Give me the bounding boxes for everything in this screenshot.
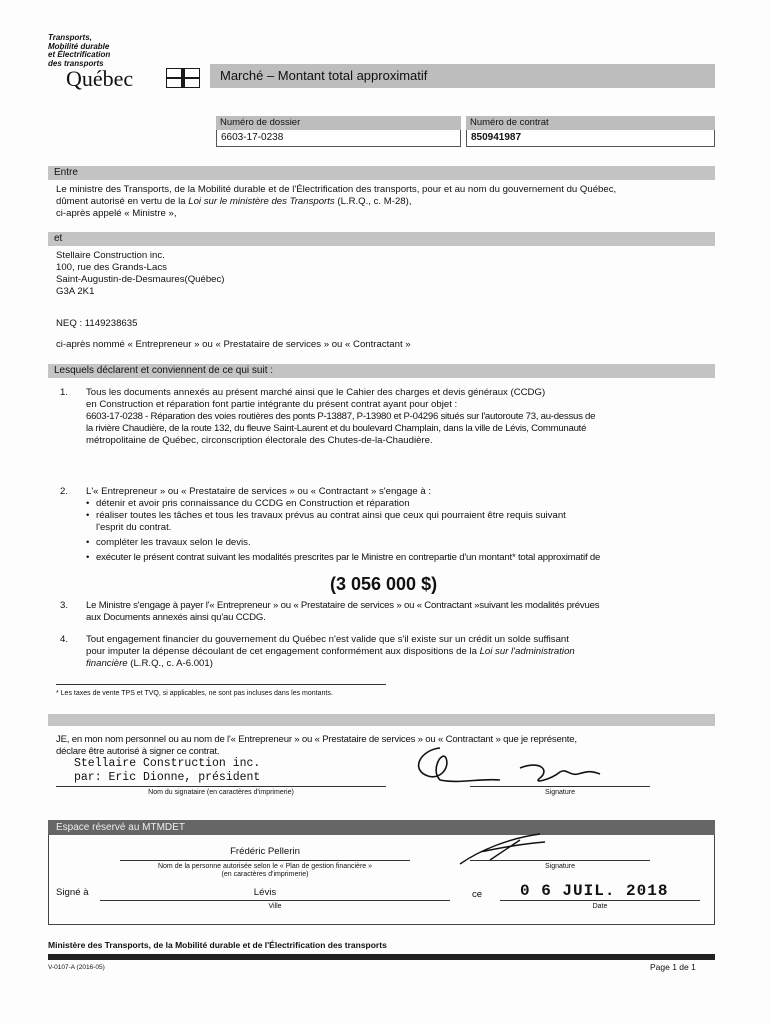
contractor-signature-icon [400,740,620,790]
authorized-person: Frédéric Pellerin [230,846,300,857]
bullet-icon: • [86,510,90,521]
neq-number: NEQ : 1149238635 [56,318,138,329]
item-line: Tous les documents annexés au présent marché ainsi que le Cahier des charges et devis généraux (CCDG) [86,387,546,398]
date-caption: Date [592,903,608,910]
item-3 [86,600,718,624]
text: dûment autorisé en vertu de la [56,196,189,207]
text: pour imputer la dépense découlant de cet engagement conformément aux dispositions de la [86,646,480,657]
signature-caption: Signature [545,789,575,796]
signed-city: Lévis [253,887,277,898]
item-number: 4. [60,634,69,645]
contrat-value: 850941987 [466,130,715,147]
quebec-wordmark: Québec [66,66,134,91]
postal-code: G3A 2K1 [56,286,95,297]
bullet-continuation: l'esprit du contrat. [96,522,172,533]
bullet-icon: • [86,552,90,563]
et-band: et [48,232,715,246]
item-line: L'« Entrepreneur » ou « Prestataire de services » ou « Contractant » s'engage à : [86,486,431,497]
ministre-line: ci-après appelé « Ministre », [56,208,177,219]
ministry-line: Mobilité durable [48,41,110,51]
quebec-flag-icon [166,68,200,88]
bullet-item [86,552,718,564]
contract-amount: (3 056 000 $) [330,574,438,594]
person-caption [120,863,410,879]
footer-rule [48,954,715,960]
footnote: * Les taxes de vente TPS et TVQ, si applicables, ne sont pas incluses dans les montants. [56,690,333,697]
date-stamp: 0 6 JUIL. 2018 [520,882,669,900]
declaration-line: déclare être autorisé à signer ce contrat. [56,746,220,757]
mtmdet-heading: Espace réservé au MTMDET [48,820,715,835]
contrat-label: Numéro de contrat [466,116,715,130]
dossier-label: Numéro de dossier [216,116,461,130]
agreement-heading: Lesquels déclarent et conviennent de ce qui suit : [48,364,715,378]
signature-line [470,786,650,787]
address-line: Saint-Augustin-de-Desmaures(Québec) [56,274,225,285]
company-name: Stellaire Construction inc. [56,250,165,261]
item-4 [86,634,718,670]
document-title: Marché – Montant total approximatif [210,64,715,88]
person-line [120,860,410,861]
item-1 [86,387,718,447]
contractor-alias: ci-après nommé « Entrepreneur » ou « Prestataire de services » ou « Contractant » [56,339,411,350]
form-code: V-0107-A (2016-05) [48,964,105,971]
ministry-line: Transports, [48,33,92,42]
signed-at-label: Signé à [56,887,89,898]
item-number: 1. [60,387,69,398]
declaration-line: JE, en mon nom personnel ou au nom de l'« Entrepreneur » ou « Prestataire de services » ou « Contractant » que je représente, [56,734,577,745]
address-line: 100, rue des Grands-Lacs [56,262,167,273]
item-number: 3. [60,600,69,611]
ministry-line: et Électrification [48,50,111,59]
date-line [500,900,700,901]
item-2 [86,486,718,564]
law-title: Loi sur le ministère des Transports [188,196,335,207]
bullet-item [86,498,718,510]
text: (L.R.Q., c. A-6.001) [127,658,213,669]
signer-name: par: Eric Dionne, président [74,771,261,784]
ministry-name [48,34,110,68]
signer-name-line [56,786,386,787]
bullet-item [86,537,718,549]
signer-company: Stellaire Construction inc. [74,757,261,770]
bullet-icon: • [86,498,90,509]
item-line: 6603-17-0238 - Réparation des voies routières des ponts P-13887, P-13980 et P-04296 situés sur l'autoroute 73, au-dessus de [86,411,596,422]
law-title: financière [86,658,128,669]
signer-name-caption: Nom du signataire (en caractères d'imprimerie) [148,789,294,796]
item-line: Tout engagement financier du gouvernement du Québec n'est valide que s'il existe sur un crédit un solde suffisant [86,634,569,645]
item-line: métropolitaine de Québec, circonscription électorale des Chutes-de-la-Chaudière. [86,435,433,446]
signer-block [74,757,260,785]
bullet-text: exécuter le présent contrat suivant les modalités prescrites par le Ministre en contrepartie d'un montant* total approximatif de [96,552,601,563]
city-caption: Ville [268,903,282,910]
ministre-paragraph [56,184,720,220]
ce-label: ce [472,889,483,900]
ministry-line: des transports [48,58,104,68]
declaration-text [56,734,720,758]
law-title: Loi sur l'administration [479,646,575,657]
bullet-text: réaliser toutes les tâches et tous les travaux prévus au contrat ainsi que ceux qui pourraient être requis suivant [96,510,566,521]
entre-band: Entre [48,166,715,180]
mtmdet-signature-caption: Signature [545,863,575,870]
item-line: la rivière Chaudière, de la route 132, du fleuve Saint-Laurent et du boulevard Champlain, dans la ville de Lévis, Communauté [86,423,587,434]
bullet-item [86,510,718,522]
bullet-text: compléter les travaux selon le devis. [96,537,251,548]
footnote-rule [56,684,386,685]
item-line [86,646,718,658]
contractor-address [56,250,225,298]
page-number: Page 1 de 1 [650,962,696,972]
bullet-text: détenir et avoir pris connaissance du CCDG en Construction et réparation [96,498,410,509]
city-line [100,900,450,901]
declaration-band [48,714,715,726]
footer-ministry: Ministère des Transports, de la Mobilité durable et de l'Électrification des transports [48,940,387,950]
bullet-icon: • [86,537,90,548]
item-line: aux Documents annexés ainsi qu'au CCDG. [86,612,266,623]
caption-line: Nom de la personne autorisée selon le « Plan de gestion financière » [157,863,373,870]
item-number: 2. [60,486,69,497]
caption-line: (en caractères d'imprimerie) [221,871,309,878]
dossier-value: 6603-17-0238 [216,130,461,147]
item-line: en Construction et réparation font partie intégrante du présent contrat ayant pour objet : [86,399,458,410]
text: (L.R.Q., c. M-28), [334,196,412,207]
ministre-line: Le ministre des Transports, de la Mobilité durable et de l'Électrification des transports, pour et au nom du gouvernement du Québec, [56,184,617,195]
ministre-line [56,196,720,208]
item-line: Le Ministre s'engage à payer l'« Entrepreneur » ou « Prestataire de services » ou « Contractant »suivant les modalités prévues [86,600,600,611]
mtmdet-signature-line [470,860,650,861]
item-line [86,658,718,670]
